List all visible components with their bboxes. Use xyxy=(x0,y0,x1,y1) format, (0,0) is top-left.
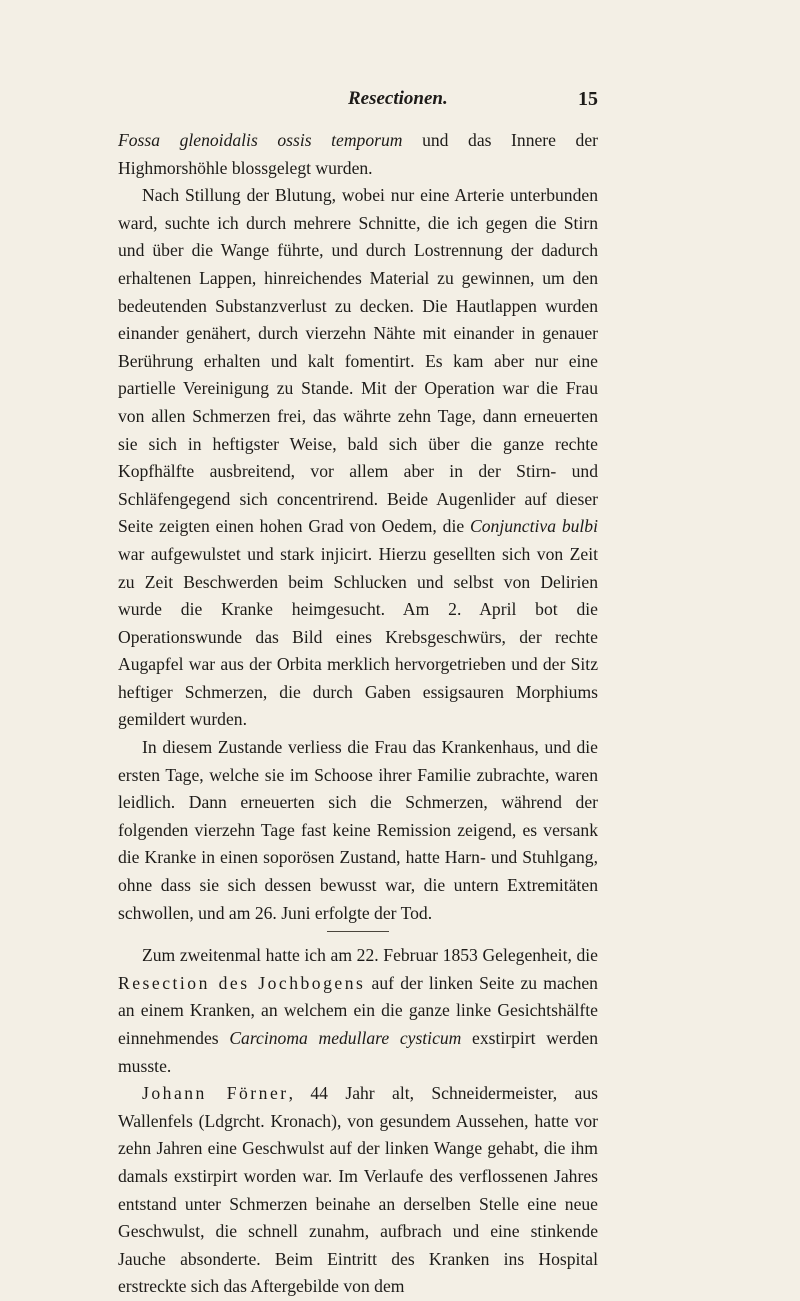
patient-name: Johann Förner xyxy=(142,1083,289,1104)
latin-term: Carcinoma medullare cysticum xyxy=(229,1028,462,1048)
paragraph-1-text: und das Innere der Highmorshöhle blossgelegt wurden. xyxy=(118,130,598,178)
latin-term: Fossa glenoidalis ossis temporum xyxy=(118,130,403,150)
paragraph-5-text: , 44 Jahr alt, Schneidermeister, aus Wallenfels (Ldgrcht. Kronach), von gesundem Aussehen, hatte vor zehn Jahren eine Geschwulst auf der linken Wange gehabt, die ihm damals exstirpirt worden war. Im Verlaufe des verflossenen Jahres entstand unter Schmerzen beinahe an derselben Stelle eine neue Geschwulst, die schnell zunahm, aufbrach und eine stinkende Jauche absonderte. Beim Eintritt des Kranken ins Hospital erstreckte sich das Aftergebilde von dem xyxy=(118,1083,599,1297)
paragraph-4-text-end: exstirpirt werden musste. xyxy=(118,1028,599,1076)
paragraph-4 xyxy=(118,942,598,1080)
paragraph-1 xyxy=(118,127,598,182)
spaced-term: Resection des Jochbogens xyxy=(118,972,366,993)
chapter-title: Resectionen. xyxy=(348,88,448,109)
running-header xyxy=(118,88,598,118)
paragraph-2 xyxy=(118,182,598,734)
paragraph-3: In diesem Zustande verliess die Frau das Krankenhaus, und die ersten Tage, welche sie im Schoose ihrer Familie zubrachte, waren leidlich. Dann erneuerten sich die Schmerzen, während der folgenden vierzehn Tage fast keine Remission zeigend, es versank die Kranke in einen soporösen Zustand, hatte Harn- und Stuhlgang, ohne dass sie sich dessen bewusst war, die untern Extremitäten schwollen, und am 26. Juni erfolgte der Tod. xyxy=(118,737,598,923)
paragraph-2-text: Nach Stillung der Blutung, wobei nur eine Arterie unterbunden ward, suchte ich durch mehrere Schnitte, die ich gegen die Stirn und über die Wange führte, und durch Lostrennung der dadurch erhaltenen Lappen, hinreichendes Material zu gewinnen, um den bedeutenden Substanzverlust zu decken. Die Hautlappen wurden einander genähert, durch vierzehn Nähte mit einander in genauer Berührung erhalten und kalt fomentirt. Es kam aber nur eine partielle Vereinigung zu Stande. Mit der Operation war die Frau von allen Schmerzen frei, das währte zehn Tage, dann erneuerten sie sich in heftigster Weise, bald sich über die ganze rechte Kopfhälfte ausbreitend, vor allem aber in der Stirn- und Schläfengegend sich concentrirend. Beide Augenlider auf dieser Seite zeigten einen hohen Grad von Oedem, die xyxy=(118,185,598,537)
body-text xyxy=(118,127,598,1301)
paragraph-4-text: Zum zweitenmal hatte ich am 22. Februar 1853 Gelegenheit, die xyxy=(142,945,598,966)
paragraph-4-text-mid: auf der linken Seite zu machen an einem Kranken, an welchem ein die ganze linke Gesichtshälfte einnehmendes xyxy=(118,972,598,1048)
paragraph-2-text-rest: war aufgewulstet und stark injicirt. Hierzu gesellten sich von Zeit zu Zeit Beschwerden beim Schlucken und selbst von Delirien wurde die Kranke heimgesucht. Am 2. April bot die Operationswunde das Bild eines Krebsgeschwürs, der rechte Augapfel war aus der Orbita merklich hervorgetrieben und der Sitz heftiger Schmerzen, die durch Gaben essigsauren Morphiums gemildert wurden. xyxy=(118,543,598,730)
paragraph-5 xyxy=(118,1080,598,1301)
section-divider xyxy=(327,931,389,932)
page-number: 15 xyxy=(578,88,598,110)
latin-term: Conjunctiva bulbi xyxy=(469,516,598,537)
